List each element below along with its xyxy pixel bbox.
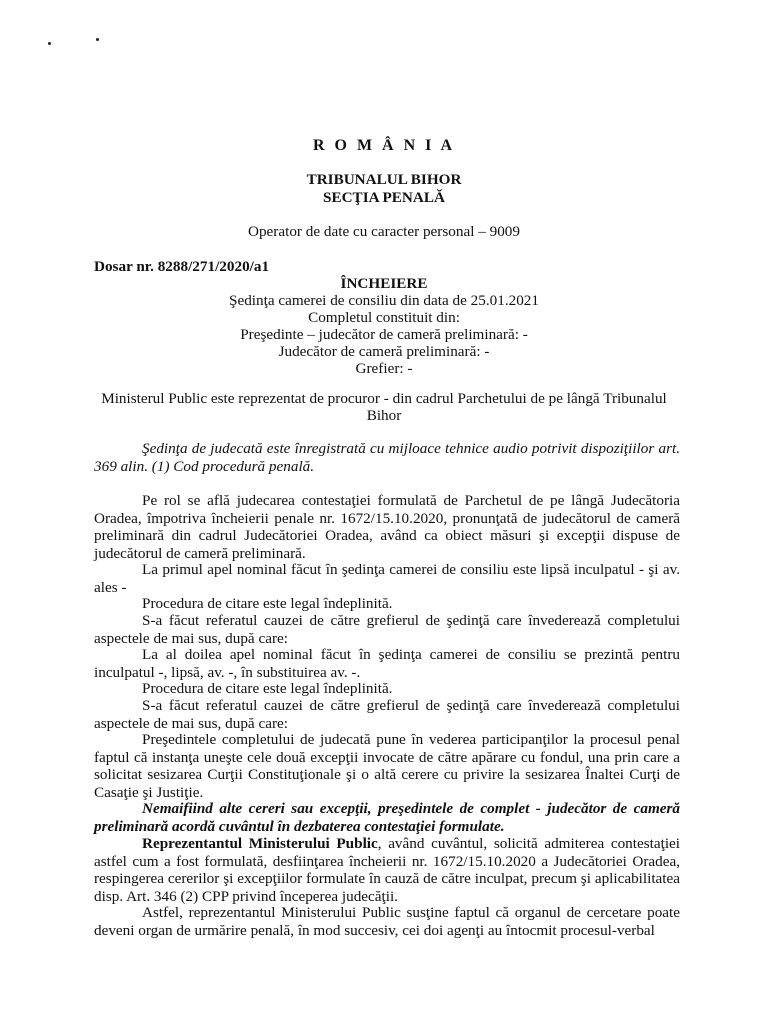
paragraph-first-call: La primul apel nominal făcut în şedinţa camerei de consiliu este lipsă inculpatul - şi av. ales - — [94, 561, 680, 596]
session-line: Şedinţa camerei de consiliu din data de 25.01.2021 — [229, 292, 539, 309]
paragraph-case-subject: Pe rol se află judecarea contestaţiei formulată de Parchetul de pe lângă Judecătoria Oradea, împotriva încheierii penale nr. 1672/15.10.2020, pronunţată de judecătorul de cameră preliminară din cadrul Judecătoriei Oradea, având ca obiect măsuri şi excepţii dispuse de judecătorul de cameră preliminară. — [94, 492, 680, 562]
prosecution-line-2: Bihor — [366, 407, 402, 424]
paragraph-summons-1: Procedura de citare este legal îndeplinită. — [142, 595, 393, 612]
prosecutor-lead: Reprezentantul Ministerului Public — [142, 835, 378, 852]
paragraph-report-1: S-a făcut referatul cauzei de către grefierul de şedinţă care învederează completului aspectele de mai sus, după care: — [94, 612, 680, 647]
court-section: SECŢIA PENALĂ — [323, 189, 445, 206]
prosecution-line-1: Ministerul Public este reprezentat de procuror - din cadrul Parchetului de pe lângă Tribunalul — [101, 390, 667, 407]
file-number: Dosar nr. 8288/271/2020/a1 — [94, 258, 270, 275]
prosecutor-request-text: , având cuvântul, solicită admiterea contestaţiei astfel cum a fost formulată, desfiinţarea încheierii nr. 1672/15.10.2020 a Judecătoriei Oradea, respingerea cererilor şi excepţiilor formulate în cauză de către inculpat, precum şi aplicabilitatea disp. Art. 346 (2) CPP privind începerea judecăţii. — [94, 835, 680, 905]
judge-line: Judecător de cameră preliminară: - — [278, 343, 490, 360]
recording-note: Şedinţa de judecată este înregistrată cu mijloace tehnice audio potrivit dispoziţiilor art. 369 alin. (1) Cod procedură penală. — [94, 440, 680, 475]
paragraph-report-2: S-a făcut referatul cauzei de către grefierul de şedinţă care învederează completului aspectele de mai sus, după care: — [94, 697, 680, 732]
court-name: TRIBUNALUL BIHOR — [306, 171, 462, 188]
paragraph-summons-2: Procedura de citare este legal îndeplinită. — [142, 680, 393, 697]
panel-line: Completul constituit din: — [308, 309, 460, 326]
paragraph-prosecutor-request — [94, 835, 680, 905]
country-heading: R O M Â N I A — [312, 137, 456, 154]
paragraph-debate-opened: Nemaifiind alte cereri sau excepţii, preşedintele de complet - judecător de cameră preliminară acordă cuvântul în dezbaterea contestaţiei formulate. — [94, 800, 680, 835]
president-line: Preşedinte – judecător de cameră preliminară: - — [240, 326, 528, 343]
clerk-line: Grefier: - — [355, 360, 413, 377]
paragraph-president-notice: Preşedintele completului de judecată pune în vederea participanţilor la procesul penal faptul că instanţa uneşte cele două excepţii invocate de către apărare cu fondul, una prin care a solicitat sesizarea Curţii Constituţionale şi o altă cerere cu privire la sesizarea Înaltei Curţi de Casaţie şi Justiţie. — [94, 731, 680, 801]
paragraph-prosecutor-argument: Astfel, reprezentantul Ministerului Public susţine faptul că organul de cercetare poate deveni organ de urmărire penală, în mod succesiv, cei doi agenţi au întocmit procesul-verbal — [94, 904, 680, 939]
operator-line: Operator de date cu caracter personal – 9009 — [248, 223, 520, 240]
document-type: ÎNCHEIERE — [340, 275, 428, 292]
paragraph-second-call: La al doilea apel nominal făcut în şedinţa camerei de consiliu se prezintă pentru inculpatul -, lipsă, av. -, în substituirea av. -. — [94, 646, 680, 681]
